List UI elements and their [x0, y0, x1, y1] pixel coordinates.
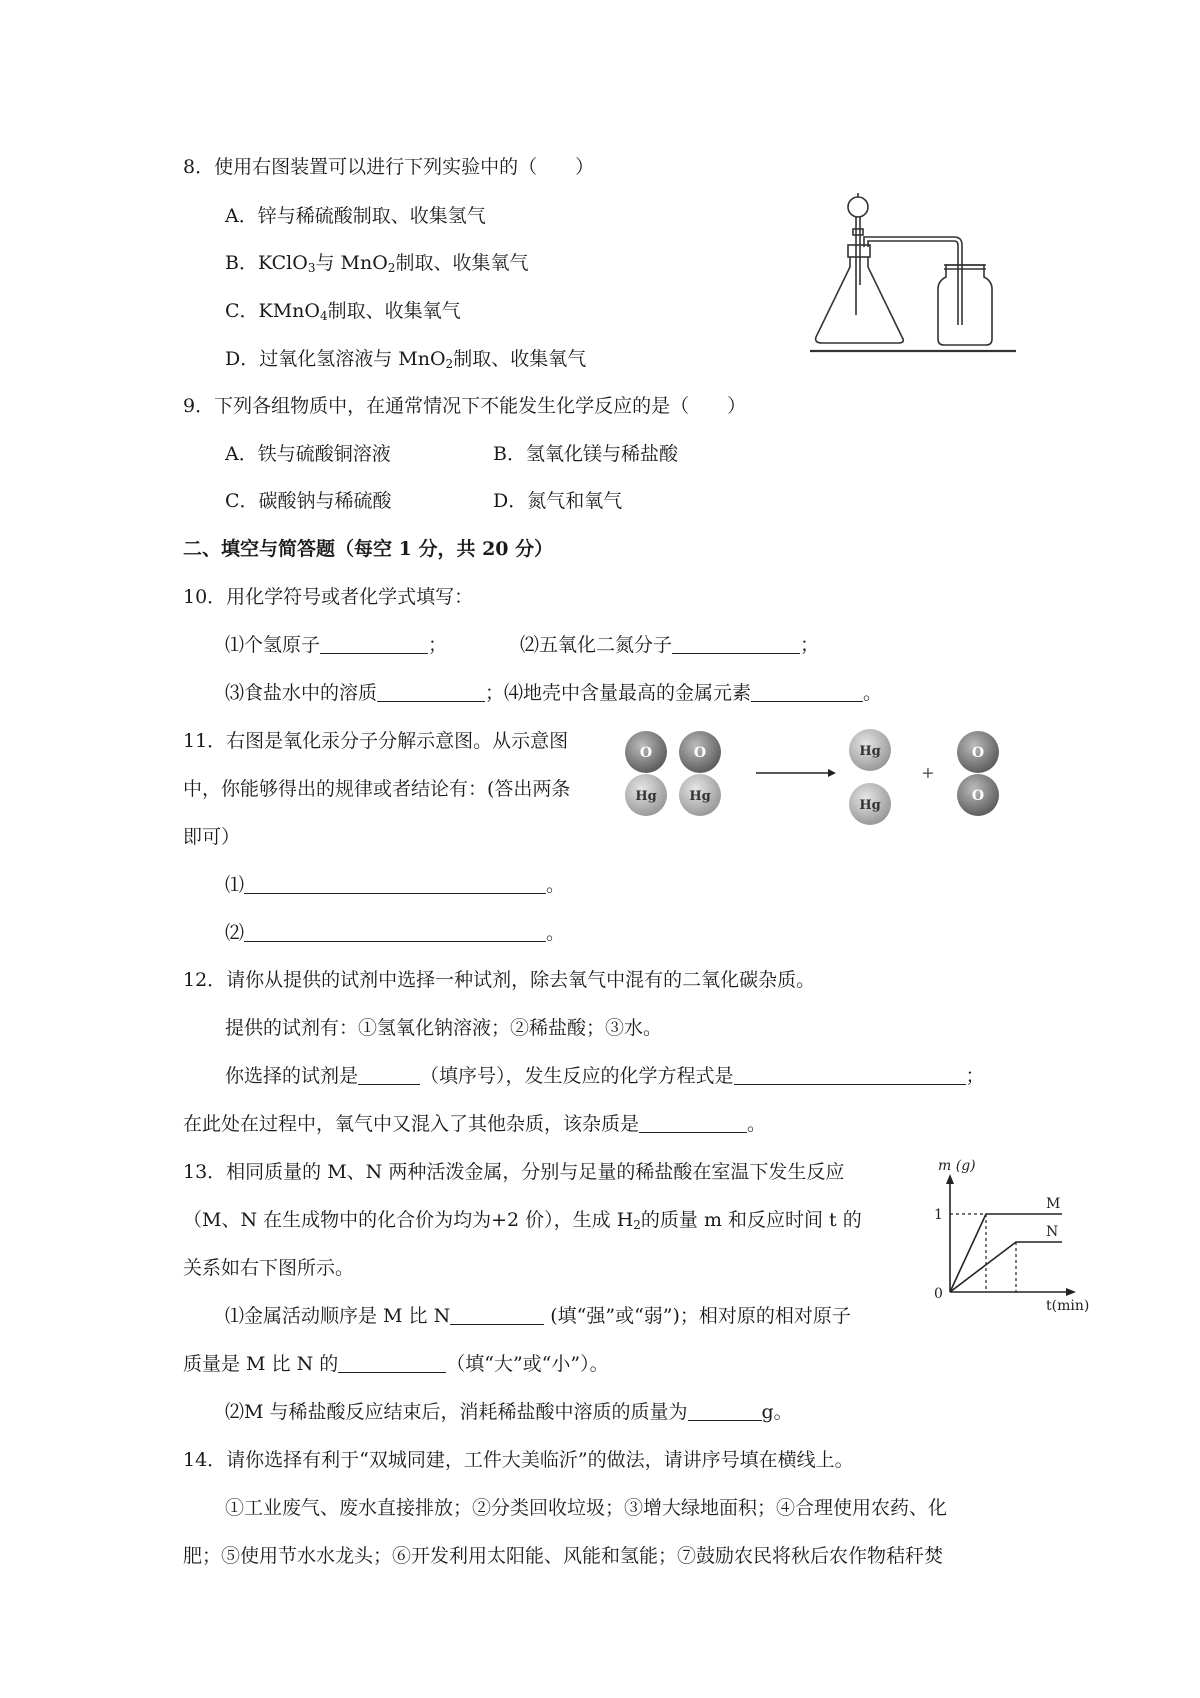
graph-label-n: N [1046, 1224, 1059, 1240]
label-hg-1: Hg [635, 789, 657, 804]
q12-blank-impurity[interactable] [639, 1112, 747, 1133]
q8-stem: 8．使用右图装置可以进行下列实验中的（ ） [183, 156, 595, 178]
label-hg-4: Hg [859, 798, 881, 813]
label-hg-3: Hg [859, 744, 881, 759]
plus-sign: + [921, 763, 935, 782]
q8-option-d: D．过氧化氢溶液与 MnO$_2$制取、收集氧气 [225, 348, 587, 371]
label-o-2: O [693, 745, 707, 761]
q9-option-c: C．碳酸钠与稀硫酸 [225, 490, 392, 512]
q12-impurity: 在此处在过程中，氧气中又混入了其他杂质，该杂质是 。 [183, 1113, 767, 1135]
q12-reagents: 提供的试剂有：①氢氧化钠溶液；②稀盐酸；③水。 [225, 1017, 663, 1039]
q11-line1: 11．右图是氧化汞分子分解示意图。从示意图 [183, 730, 569, 752]
q8-option-c: C．KMnO$_4$制取、收集氧气 [225, 300, 461, 323]
section-2-title: 二、填空与简答题（每空 1 分，共 20 分） [183, 538, 554, 560]
q10-blank-4[interactable] [751, 681, 863, 702]
mercury-oxide-decomposition-diagram [622, 722, 1012, 834]
q9-option-d: D．氮气和氧气 [493, 490, 623, 512]
q13-mass-time-graph [928, 1154, 1094, 1314]
q13-line2: （M、N 在生成物中的化合价为均为+2 价），生成 $H_2$的质量 m 和反应时间 t 的 [183, 1209, 862, 1232]
q13-blank-hcl[interactable] [688, 1400, 762, 1421]
graph-y-tick-1: 1 [934, 1207, 943, 1223]
graph-xlabel: t(min) [1046, 1298, 1090, 1314]
label-o-4: O [971, 788, 985, 804]
q13-line6: ⑵M 与稀盐酸反应结束后，消耗稀盐酸中溶质的质量为 g。 [225, 1401, 793, 1423]
q9-option-a: A．铁与硫酸铜溶液 [225, 443, 391, 465]
q14-stem: 14．请你选择有利于“双城同建，工件大美临沂”的做法，请讲序号填在横线上。 [183, 1449, 854, 1471]
q8-option-a: A．锌与稀硫酸制取、收集氢气 [225, 205, 486, 227]
q10-line1b: ⑵五氧化二氮分子 ； [520, 634, 820, 656]
q12-blank-reagent[interactable] [358, 1064, 420, 1085]
label-o-1: O [639, 745, 653, 761]
q8-option-b: B．KClO$_3$与 MnO$_2$制取、收集氧气 [225, 252, 529, 275]
q13-blank-activity[interactable] [450, 1304, 544, 1325]
q14-line2: ①工业废气、废水直接排放；②分类回收垃圾；③增大绿地面积；④合理使用农药、化 [225, 1497, 948, 1519]
q10-line1: ⑴个氢原子 ； [225, 634, 448, 656]
reaction-arrow [756, 769, 836, 777]
label-hg-2: Hg [689, 789, 711, 804]
q13-blank-mass[interactable] [338, 1352, 446, 1373]
q11-line3: 即可） [183, 826, 241, 848]
graph-label-m: M [1046, 1196, 1061, 1212]
q9-stem: 9．下列各组物质中，在通常情况下不能发生化学反应的是（ ） [183, 395, 747, 417]
series-n-line [950, 1242, 1062, 1292]
graph-origin: 0 [934, 1286, 943, 1302]
graph-ylabel: m (g) [938, 1158, 976, 1174]
label-o-3: O [971, 745, 985, 761]
q11-answer-2: ⑵ 。 [225, 922, 566, 944]
q13-line1: 13．相同质量的 M、N 两种活泼金属，分别与足量的稀盐酸在室温下发生反应 [183, 1161, 845, 1183]
q10-blank-2[interactable] [672, 633, 800, 654]
q13-line5: 质量是 M 比 N 的 （填“大”或“小”）。 [183, 1353, 609, 1375]
q14-line3: 肥；⑤使用节水水龙头；⑥开发利用太阳能、风能和氢能；⑦鼓励农民将秋后农作物秸秆焚 [183, 1545, 944, 1567]
q11-blank-2[interactable] [244, 921, 546, 942]
q13-line4: ⑴金属活动顺序是 M 比 N (填“强”或“弱”)；相对原的相对原子 [225, 1305, 851, 1327]
q10-stem: 10．用化学符号或者化学式填写： [183, 586, 474, 608]
q12-stem: 12．请你从提供的试剂中选择一种试剂，除去氧气中混有的二氧化碳杂质。 [183, 969, 816, 991]
q11-line2: 中，你能够得出的规律或者结论有：(答出两条 [183, 778, 571, 800]
gas-apparatus-figure [810, 185, 1030, 355]
q12-blank-equation[interactable] [734, 1064, 966, 1085]
q10-line2: ⑶食盐水中的溶质 ；⑷地壳中含量最高的金属元素 。 [225, 682, 883, 704]
q10-blank-1[interactable] [320, 633, 428, 654]
q10-blank-3[interactable] [377, 681, 485, 702]
q9-option-b: B．氢氧化镁与稀盐酸 [493, 443, 678, 465]
q11-blank-1[interactable] [244, 873, 546, 894]
q11-answer-1: ⑴ 。 [225, 874, 566, 896]
q13-line3: 关系如右下图所示。 [183, 1257, 355, 1279]
q12-choose: 你选择的试剂是 （填序号），发生反应的化学方程式是 ； [225, 1065, 985, 1087]
